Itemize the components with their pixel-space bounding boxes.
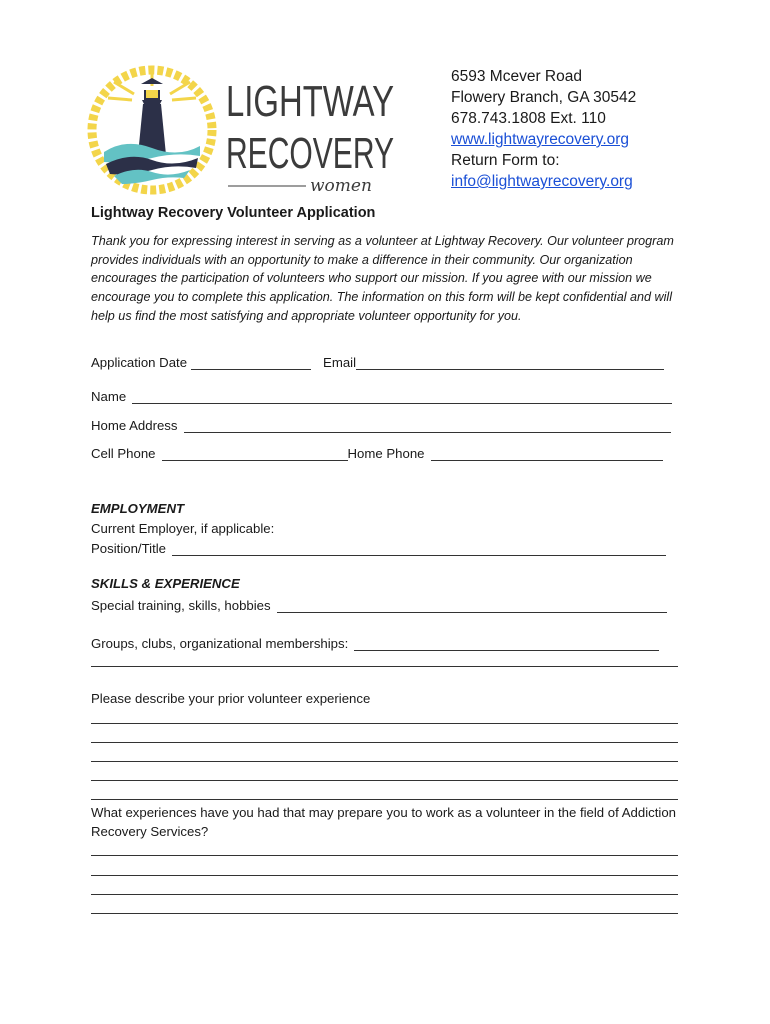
training-field[interactable] [277, 598, 667, 613]
logo-tagline: women [310, 176, 372, 196]
row-position [91, 538, 666, 556]
contact-block [451, 66, 636, 192]
position-label: Position/Title [91, 541, 167, 556]
row-address [91, 415, 671, 433]
recovery-answer-line4[interactable] [91, 913, 678, 914]
home-address-label: Home Address [91, 418, 178, 433]
email-label: Email [323, 355, 357, 370]
row-groups [91, 633, 659, 651]
row-phones [91, 443, 663, 461]
row-training [91, 595, 667, 613]
employment-heading: EMPLOYMENT [91, 501, 185, 516]
email-field[interactable] [356, 355, 664, 370]
street: 6593 Mcever Road [451, 68, 582, 85]
phone: 678.743.1808 Ext. 110 [451, 110, 606, 127]
prior-experience-line4[interactable] [91, 780, 678, 781]
groups-label: Groups, clubs, organizational memberships: [91, 636, 349, 651]
home-address-field[interactable] [184, 418, 671, 433]
cell-phone-field[interactable] [162, 446, 348, 461]
prior-experience-line1[interactable] [91, 723, 678, 724]
application-date-field[interactable] [191, 355, 311, 370]
skills-heading: SKILLS & EXPERIENCE [91, 576, 240, 591]
prior-experience-label: Please describe your prior volunteer experience [91, 691, 371, 706]
intro-text: Thank you for expressing interest in serving as a volunteer at Lightway Recovery. Our volunteer program provides individuals with an opportunity to make a difference in their community. Our organization encourages the participation of volunteers who support our mission. If you agree with our mission we encourage you to complete this application. The information on this form will be kept confidential and will help us find the most satisfying and appropriate volunteer opportunity for you. [91, 234, 674, 323]
website-link[interactable]: www.lightwayrecovery.org [451, 131, 630, 148]
city: Flowery Branch, GA 30542 [451, 89, 637, 106]
application-date-label: Application Date [91, 355, 188, 370]
cell-phone-label: Cell Phone [91, 446, 156, 461]
recovery-question: What experiences have you had that may prepare you to work as a volunteer in the field of Addiction Recovery Services? [91, 805, 676, 839]
email-link[interactable]: info@lightwayrecovery.org [451, 173, 633, 190]
row-name [91, 386, 672, 404]
row-date-email [91, 352, 664, 370]
prior-experience-line3[interactable] [91, 761, 678, 762]
position-field[interactable] [172, 541, 666, 556]
recovery-answer-line3[interactable] [91, 894, 678, 895]
return-label: Return Form to: [451, 152, 560, 169]
logo-line1: LIGHTWAY [226, 77, 394, 126]
home-phone-label: Home Phone [347, 446, 425, 461]
prior-experience-line5[interactable] [91, 799, 678, 800]
training-label: Special training, skills, hobbies [91, 598, 271, 613]
recovery-answer-line1[interactable] [91, 855, 678, 856]
form-title: Lightway Recovery Volunteer Application [91, 205, 376, 221]
recovery-answer-line2[interactable] [91, 875, 678, 876]
groups-field[interactable] [354, 636, 659, 651]
prior-experience-line2[interactable] [91, 742, 678, 743]
name-label: Name [91, 389, 127, 404]
employer-label: Current Employer, if applicable: [91, 521, 275, 536]
name-field[interactable] [132, 389, 672, 404]
logo-line2: RECOVERY [226, 129, 394, 178]
groups-field-line2[interactable] [91, 666, 678, 667]
home-phone-field[interactable] [431, 446, 663, 461]
lightway-recovery-logo [86, 60, 406, 200]
